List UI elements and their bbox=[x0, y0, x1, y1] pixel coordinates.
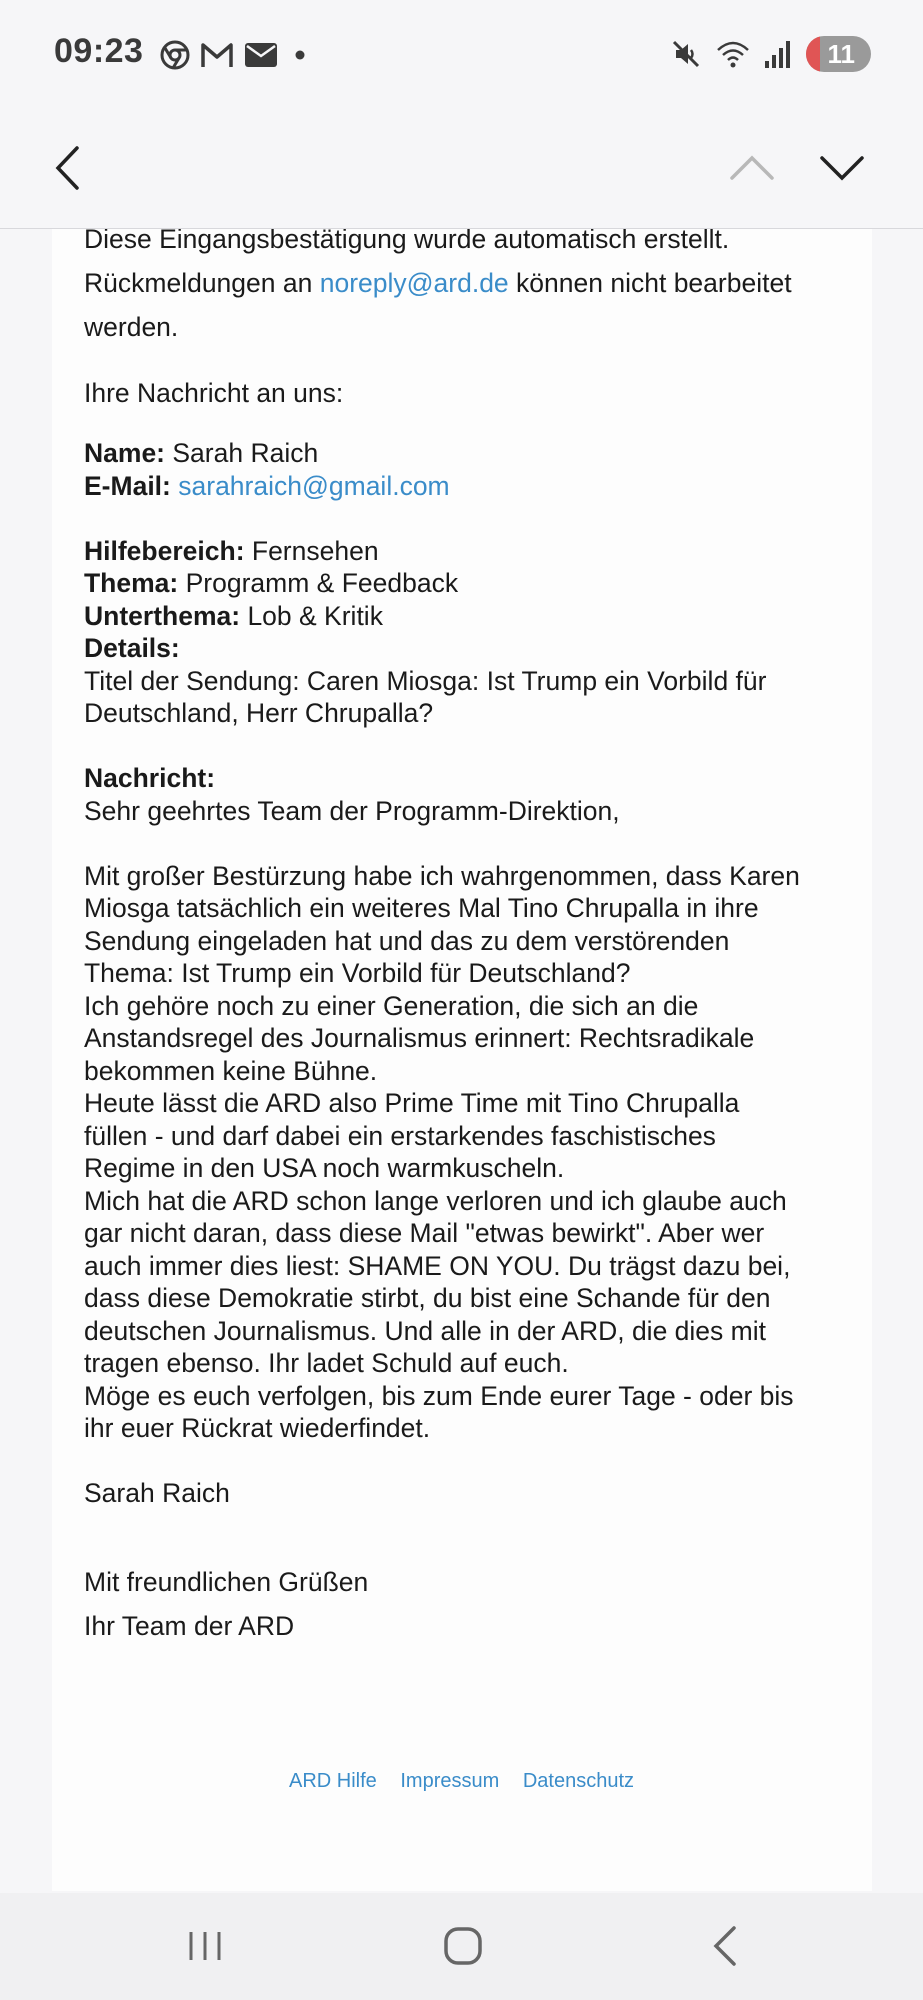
details-line-2: Deutschland, Herr Chrupalla? bbox=[84, 698, 434, 728]
closing bbox=[84, 1560, 864, 1648]
unterthema-field: Unterthema: Lob & Kritik bbox=[84, 600, 383, 631]
status-time: 09:23 bbox=[54, 32, 144, 70]
name-field: Name: Sarah Raich bbox=[84, 438, 319, 468]
greeting-line: Sehr geehrtes Team der Programm-Direktion, bbox=[84, 795, 620, 826]
hilfebereich-field: Hilfebereich: Fernsehen bbox=[84, 535, 379, 566]
message-line: bekommen keine Bühne. bbox=[84, 1055, 378, 1086]
message-line: Miosga tatsächlich ein weiteres Mal Tino Chrupalla in ihre bbox=[84, 893, 759, 923]
chevron-down-icon bbox=[819, 154, 865, 182]
home-button[interactable] bbox=[438, 1921, 488, 1971]
status-system-icons bbox=[670, 36, 872, 72]
message-line: auch immer dies liest: SHAME ON YOU. Du trägst dazu bei, bbox=[84, 1250, 791, 1281]
intro-paragraph bbox=[84, 229, 864, 349]
message-line: dass diese Demokratie stirbt, du bist eine Schande für den bbox=[84, 1283, 771, 1313]
system-navigation-bar bbox=[0, 1893, 923, 2000]
message-line: Regime in den USA noch warmkuscheln. bbox=[84, 1153, 565, 1183]
intro-line-2: Rückmeldungen an noreply@ard.de können nicht bearbeitet bbox=[84, 268, 792, 298]
topic-fields bbox=[84, 535, 864, 730]
signal-icon bbox=[764, 39, 792, 69]
recents-icon bbox=[185, 1928, 225, 1964]
message-line: deutschen Journalismus. Und alle in der ARD, die dies mit bbox=[84, 1315, 766, 1346]
chevron-left-icon bbox=[53, 145, 83, 191]
message-line: Möge es euch verfolgen, bis zum Ende eurer Tage - oder bis bbox=[84, 1380, 794, 1411]
intro-line-3: werden. bbox=[84, 312, 179, 342]
back-button[interactable] bbox=[38, 138, 98, 198]
status-notification-icons bbox=[160, 38, 312, 72]
wifi-icon bbox=[716, 38, 750, 70]
message-line: Sendung eingeladen hat und das zu dem verstörenden bbox=[84, 925, 730, 956]
chrome-icon bbox=[160, 40, 190, 70]
email-toolbar bbox=[0, 108, 923, 229]
home-icon bbox=[442, 1925, 484, 1967]
message-line: Mit großer Bestürzung habe ich wahrgenommen, dass Karen bbox=[84, 860, 800, 891]
details-line-1: Titel der Sendung: Caren Miosga: Ist Trump ein Vorbild für bbox=[84, 665, 767, 696]
your-message-heading: Ihre Nachricht an uns: bbox=[84, 378, 344, 408]
message-line: Mich hat die ARD schon lange verloren und ich glaube auch bbox=[84, 1185, 787, 1216]
recents-button[interactable] bbox=[180, 1921, 230, 1971]
email-text bbox=[84, 229, 864, 1648]
message-line: Anstandsregel des Journalismus erinnert: Rechtsradikale bbox=[84, 1023, 755, 1053]
gmail-icon bbox=[200, 41, 234, 69]
message-line: Heute lässt die ARD also Prime Time mit Tino Chrupalla bbox=[84, 1088, 740, 1118]
intro-line-1: Diese Eingangsbestätigung wurde automatisch erstellt. bbox=[84, 229, 730, 254]
message-line: tragen ebenso. Ihr ladet Schuld auf euch. bbox=[84, 1348, 569, 1378]
back-icon bbox=[710, 1925, 740, 1967]
nachricht-label: Nachricht: bbox=[84, 763, 216, 793]
system-back-button[interactable] bbox=[700, 1921, 750, 1971]
message-line: Thema: Ist Trump ein Vorbild für Deutschland? bbox=[84, 958, 631, 988]
chevron-up-icon bbox=[729, 154, 775, 182]
noreply-link[interactable]: noreply@ard.de bbox=[319, 268, 509, 298]
contact-fields bbox=[84, 437, 864, 502]
status-bar bbox=[0, 0, 923, 108]
sender-signature: Sarah Raich bbox=[84, 1478, 230, 1508]
footer-link-impressum[interactable]: Impressum bbox=[400, 1770, 500, 1792]
thema-field: Thema: Programm & Feedback bbox=[84, 568, 459, 598]
mute-icon bbox=[670, 38, 702, 70]
notification-count-badge: 11 bbox=[806, 36, 872, 72]
sender-email-link[interactable]: sarahraich@gmail.com bbox=[178, 470, 450, 501]
closing-line-1: Mit freundlichen Grüßen bbox=[84, 1566, 369, 1597]
dot-icon bbox=[288, 43, 312, 67]
footer-link-datenschutz[interactable]: Datenschutz bbox=[522, 1770, 634, 1792]
message-line: gar nicht daran, dass diese Mail "etwas bewirkt". Aber wer bbox=[84, 1218, 765, 1248]
details-label: Details: bbox=[84, 633, 180, 663]
footer-link-ard-hilfe[interactable]: ARD Hilfe bbox=[289, 1770, 377, 1792]
closing-line-2: Ihr Team der ARD bbox=[84, 1610, 295, 1641]
next-email-button[interactable] bbox=[812, 138, 872, 198]
message-line: ihr euer Rückrat wiederfindet. bbox=[84, 1413, 431, 1443]
mail-icon bbox=[244, 41, 278, 69]
email-field: E-Mail: sarahraich@gmail.com bbox=[84, 470, 450, 501]
message-line: füllen - und darf dabei ein erstarkendes faschistisches bbox=[84, 1120, 716, 1151]
previous-email-button[interactable] bbox=[722, 138, 782, 198]
footer-links bbox=[0, 1770, 923, 1793]
message-body bbox=[84, 860, 864, 1445]
message-line: Ich gehöre noch zu einer Generation, die sich an die bbox=[84, 990, 699, 1021]
email-body bbox=[52, 229, 872, 1891]
message-section bbox=[84, 762, 864, 827]
